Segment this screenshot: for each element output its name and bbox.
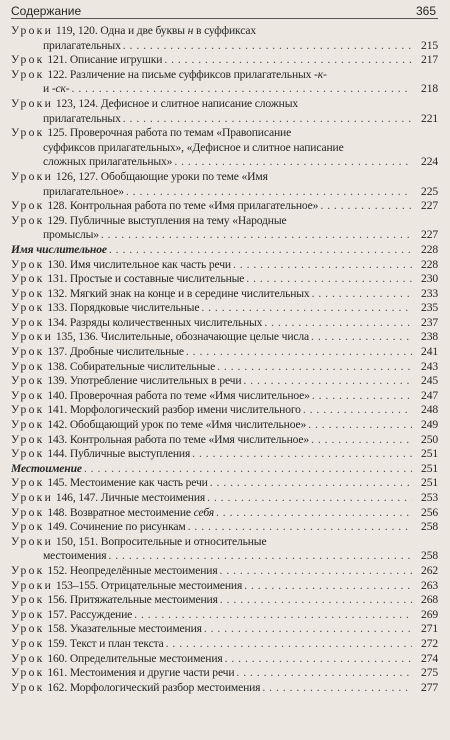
lesson-title: прилагательных xyxy=(43,111,121,125)
toc-page-number: 224 xyxy=(421,155,438,169)
lesson-keyword: Урок xyxy=(11,680,45,694)
lesson-number: 152. xyxy=(47,563,68,577)
lesson-title: Дробные числительные xyxy=(69,345,184,359)
toc-entry xyxy=(11,330,438,345)
lesson-number: 125. xyxy=(47,126,68,140)
toc-page-number: 247 xyxy=(421,388,438,402)
lesson-number: 135, 136. xyxy=(55,330,99,344)
toc-entry xyxy=(11,652,438,667)
toc-entry xyxy=(11,535,438,564)
toc-page-number: 238 xyxy=(421,330,438,344)
lesson-title: Обобщающий урок по теме «Имя числительное» xyxy=(69,418,307,432)
toc-entry xyxy=(11,316,438,331)
lesson-keyword: Урок xyxy=(11,622,45,636)
lesson-title: Возвратное местоимение себя xyxy=(69,505,214,519)
toc-page-number: 263 xyxy=(421,578,438,592)
toc-page-number: 228 xyxy=(421,257,438,271)
lesson-keyword: Урок xyxy=(11,563,45,577)
lesson-keyword: Урок xyxy=(11,374,45,388)
lesson-title: Отрицательные местоимения xyxy=(100,578,243,592)
lesson-number: 128. xyxy=(47,199,68,213)
toc-entry xyxy=(11,24,438,53)
toc-page-number: 271 xyxy=(421,622,438,636)
toc-entry xyxy=(11,506,438,521)
lesson-number: 146, 147. xyxy=(55,491,99,504)
dot-leader xyxy=(210,476,412,491)
lesson-number: 137. xyxy=(47,345,68,359)
section-title: Местоимение xyxy=(11,461,82,475)
lesson-title: Различение на письме суффиксов прилагательных -к- xyxy=(69,67,327,81)
lesson-keyword: Урок xyxy=(11,388,45,402)
lesson-title: и -ск- xyxy=(43,82,70,96)
toc-page-number: 218 xyxy=(421,82,438,96)
lesson-keyword: Уроки xyxy=(11,24,54,37)
toc-page-number: 275 xyxy=(421,666,438,680)
lesson-keyword: Урок xyxy=(11,520,45,534)
toc-page-number: 215 xyxy=(421,38,438,52)
toc-entry xyxy=(11,389,438,404)
lesson-number: 161. xyxy=(47,666,68,680)
dot-leader xyxy=(312,287,412,302)
lesson-number: 122. xyxy=(47,67,68,81)
toc-entry xyxy=(11,345,438,360)
dot-leader xyxy=(216,506,412,521)
lesson-title: Морфологический разбор имени числительного xyxy=(69,403,301,417)
toc-entry xyxy=(11,433,438,448)
lesson-title: Дефисное и слитное написание сложных xyxy=(100,96,298,110)
toc-page-number: 251 xyxy=(421,461,438,475)
lesson-title: Местоимения и другие части речи xyxy=(69,666,235,680)
lesson-keyword: Урок xyxy=(11,257,45,271)
dot-leader xyxy=(108,549,412,564)
toc-page-number: 221 xyxy=(421,111,438,125)
dot-leader xyxy=(72,82,412,97)
dot-leader xyxy=(243,374,412,389)
toc-entry xyxy=(11,97,438,126)
table-of-contents xyxy=(11,24,438,695)
lesson-number: 140. xyxy=(47,388,68,402)
lesson-title: Вопросительные и относительные xyxy=(100,534,267,548)
lesson-keyword: Уроки xyxy=(11,491,54,504)
lesson-title: Простые и составные числительные xyxy=(69,272,245,286)
lesson-keyword: Урок xyxy=(11,272,45,286)
lesson-title: Порядковые числительные xyxy=(69,301,200,315)
dot-leader xyxy=(166,637,412,652)
dot-leader xyxy=(225,652,412,667)
lesson-keyword: Уроки xyxy=(11,96,54,110)
dot-leader xyxy=(217,360,412,375)
lesson-keyword: Урок xyxy=(11,301,45,315)
lesson-title: Контрольная работа по теме «Имя прилагательное» xyxy=(69,199,319,213)
lesson-title: местоимения xyxy=(43,549,107,563)
toc-page-number: 258 xyxy=(421,549,438,563)
dot-leader xyxy=(109,243,412,258)
lesson-number: 141. xyxy=(47,403,68,417)
toc-entry xyxy=(11,403,438,418)
toc-page-number: 245 xyxy=(421,374,438,388)
lesson-number: 132. xyxy=(47,286,68,300)
lesson-title: Имя числительное как часть речи xyxy=(69,257,231,271)
toc-page-number: 253 xyxy=(421,491,438,504)
toc-entry xyxy=(11,579,438,594)
lesson-keyword: Урок xyxy=(11,666,45,680)
lesson-keyword: Урок xyxy=(11,67,45,81)
toc-entry xyxy=(11,681,438,696)
dot-leader xyxy=(320,199,412,214)
lesson-keyword: Урок xyxy=(11,593,45,607)
lesson-title: Публичные выступления на тему «Народные xyxy=(69,213,287,227)
lesson-title: Местоимение как часть речи xyxy=(69,476,208,490)
dot-leader xyxy=(84,462,412,477)
toc-entry xyxy=(11,447,438,462)
lesson-number: 162. xyxy=(47,680,68,694)
lesson-title: Проверочная работа по темам «Правописание xyxy=(69,126,292,140)
dot-leader xyxy=(246,272,412,287)
toc-entry xyxy=(11,608,438,623)
lesson-number: 131. xyxy=(47,272,68,286)
dot-leader xyxy=(101,228,412,243)
dot-leader xyxy=(207,491,412,506)
toc-entry xyxy=(11,374,438,389)
lesson-number: 139. xyxy=(47,374,68,388)
lesson-keyword: Урок xyxy=(11,476,45,490)
lesson-keyword: Уроки xyxy=(11,169,54,183)
dot-leader xyxy=(220,564,412,579)
toc-entry xyxy=(11,491,438,506)
dot-leader xyxy=(201,301,412,316)
toc-entry xyxy=(11,418,438,433)
lesson-title: прилагательное» xyxy=(43,184,124,198)
toc-page-number: 241 xyxy=(421,345,438,359)
lesson-number: 130. xyxy=(47,257,68,271)
dot-leader xyxy=(220,593,412,608)
lesson-title: Одна и две буквы н в суффиксах xyxy=(100,24,256,37)
lesson-keyword: Уроки xyxy=(11,534,54,548)
toc-page-number: 258 xyxy=(421,520,438,534)
toc-page-number: 250 xyxy=(421,432,438,446)
dot-leader xyxy=(311,330,412,345)
dot-leader xyxy=(233,258,412,273)
lesson-number: 133. xyxy=(47,301,68,315)
lesson-number: 145. xyxy=(47,476,68,490)
dot-leader xyxy=(123,112,412,127)
toc-page-number: 233 xyxy=(421,286,438,300)
lesson-number: 153–155. xyxy=(55,578,99,592)
lesson-number: 144. xyxy=(47,447,68,461)
toc-page-number: 243 xyxy=(421,359,438,373)
toc-entry xyxy=(11,258,438,273)
lesson-title: сложных прилагательных» xyxy=(43,155,173,169)
lesson-number: 150, 151. xyxy=(55,534,99,548)
toc-entry xyxy=(11,214,438,243)
toc-page-number: 272 xyxy=(421,636,438,650)
lesson-number: 143. xyxy=(47,432,68,446)
lesson-keyword: Урок xyxy=(11,359,45,373)
toc-page-number: 228 xyxy=(421,242,438,256)
toc-entry xyxy=(11,170,438,199)
dot-leader xyxy=(236,666,412,681)
lesson-title: Морфологический разбор местоимения xyxy=(69,680,261,694)
page-header xyxy=(11,0,438,19)
lesson-keyword: Урок xyxy=(11,286,45,300)
running-title: Содержание xyxy=(11,4,82,18)
toc-page-number: 269 xyxy=(421,607,438,621)
lesson-title: Притяжательные местоимения xyxy=(69,593,218,607)
lesson-title: Собирательные числительные xyxy=(69,359,216,373)
lesson-number: 134. xyxy=(47,315,68,329)
toc-section-heading xyxy=(11,462,438,477)
lesson-keyword: Урок xyxy=(11,651,45,665)
toc-entry xyxy=(11,126,438,170)
lesson-number: 160. xyxy=(47,651,68,665)
toc-entry xyxy=(11,622,438,637)
toc-entry xyxy=(11,301,438,316)
lesson-title: Разряды количественных числительных xyxy=(69,315,263,329)
dot-leader xyxy=(303,403,412,418)
lesson-title: Употребление числительных в речи xyxy=(69,374,242,388)
lesson-title: Обобщающие уроки по теме «Имя xyxy=(100,169,268,183)
toc-page-number: 235 xyxy=(421,301,438,315)
lesson-title: Сочинение по рисункам xyxy=(69,520,186,534)
lesson-number: 157. xyxy=(47,607,68,621)
toc-entry xyxy=(11,287,438,302)
lesson-keyword: Урок xyxy=(11,126,45,140)
toc-entry xyxy=(11,476,438,491)
dot-leader xyxy=(312,389,412,404)
dot-leader xyxy=(264,316,412,331)
dot-leader xyxy=(188,520,412,535)
lesson-title: Определительные местоимения xyxy=(69,651,223,665)
dot-leader xyxy=(134,608,412,623)
lesson-keyword: Урок xyxy=(11,418,45,432)
lesson-keyword: Уроки xyxy=(11,330,54,344)
lesson-number: 126, 127. xyxy=(55,169,99,183)
dot-leader xyxy=(174,155,412,170)
toc-page-number: 248 xyxy=(421,403,438,417)
lesson-keyword: Урок xyxy=(11,432,45,446)
page-number: 365 xyxy=(415,4,436,18)
toc-entry xyxy=(11,593,438,608)
toc-entry xyxy=(11,637,438,652)
section-title: Имя числительное xyxy=(11,242,107,256)
lesson-title: Публичные выступления xyxy=(69,447,191,461)
toc-page-number: 217 xyxy=(421,53,438,67)
lesson-title: Неопределённые местоимения xyxy=(69,563,218,577)
toc-page-number: 227 xyxy=(421,199,438,213)
lesson-title: Описание игрушки xyxy=(69,53,163,67)
toc-entry xyxy=(11,68,438,97)
toc-page-number: 230 xyxy=(421,272,438,286)
dot-leader xyxy=(204,622,412,637)
lesson-keyword: Урок xyxy=(11,505,45,519)
dot-leader xyxy=(262,681,412,696)
dot-leader xyxy=(308,418,412,433)
toc-entry xyxy=(11,199,438,214)
toc-page-number: 268 xyxy=(421,593,438,607)
lesson-keyword: Урок xyxy=(11,447,45,461)
lesson-number: 159. xyxy=(47,636,68,650)
lesson-keyword: Уроки xyxy=(11,578,54,592)
lesson-number: 156. xyxy=(47,593,68,607)
lesson-keyword: Урок xyxy=(11,403,45,417)
lesson-title: Указательные местоимения xyxy=(69,622,202,636)
toc-entry xyxy=(11,272,438,287)
toc-page-number: 237 xyxy=(421,315,438,329)
dot-leader xyxy=(186,345,412,360)
dot-leader xyxy=(164,53,412,68)
lesson-number: 119, 120. xyxy=(55,24,98,37)
lesson-title: Личные местоимения xyxy=(100,491,206,504)
toc-entry xyxy=(11,360,438,375)
toc-entry xyxy=(11,53,438,68)
lesson-number: 121. xyxy=(47,53,68,67)
lesson-keyword: Урок xyxy=(11,213,45,227)
lesson-number: 158. xyxy=(47,622,68,636)
lesson-title: прилагательных xyxy=(43,38,121,52)
toc-entry xyxy=(11,520,438,535)
lesson-keyword: Урок xyxy=(11,636,45,650)
lesson-number: 148. xyxy=(47,505,68,519)
toc-page-number: 251 xyxy=(421,447,438,461)
lesson-title: Числительные, обозначающие целые числа xyxy=(100,330,310,344)
lesson-title: промыслы» xyxy=(43,228,99,242)
lesson-title: Мягкий знак на конце и в середине числительных xyxy=(69,286,310,300)
toc-entry xyxy=(11,666,438,681)
toc-page-number: 277 xyxy=(421,680,438,694)
lesson-title: суффиксов прилагательных», «Дефисное и слитное написание xyxy=(43,140,344,154)
lesson-keyword: Урок xyxy=(11,607,45,621)
lesson-title: Контрольная работа по теме «Имя числительное» xyxy=(69,432,310,446)
lesson-keyword: Урок xyxy=(11,315,45,329)
toc-page-number: 249 xyxy=(421,418,438,432)
lesson-keyword: Урок xyxy=(11,199,45,213)
lesson-title: Проверочная работа по теме «Имя числительное» xyxy=(69,388,310,402)
lesson-title: Текст и план текста xyxy=(69,636,164,650)
dot-leader xyxy=(126,185,412,200)
toc-entry xyxy=(11,564,438,579)
toc-page-number: 227 xyxy=(421,228,438,242)
lesson-number: 123, 124. xyxy=(55,96,99,110)
lesson-keyword: Урок xyxy=(11,345,45,359)
dot-leader xyxy=(123,39,412,54)
toc-page-number: 262 xyxy=(421,563,438,577)
toc-page-number: 225 xyxy=(421,184,438,198)
lesson-title: Рассуждение xyxy=(69,607,133,621)
toc-page-number: 256 xyxy=(421,505,438,519)
lesson-number: 138. xyxy=(47,359,68,373)
toc-page-number: 274 xyxy=(421,651,438,665)
toc-page-number: 251 xyxy=(421,476,438,490)
lesson-number: 129. xyxy=(47,213,68,227)
lesson-keyword: Урок xyxy=(11,53,45,67)
toc-section-heading xyxy=(11,243,438,258)
lesson-number: 149. xyxy=(47,520,68,534)
dot-leader xyxy=(192,447,412,462)
lesson-number: 142. xyxy=(47,418,68,432)
dot-leader xyxy=(311,433,412,448)
dot-leader xyxy=(244,579,412,594)
